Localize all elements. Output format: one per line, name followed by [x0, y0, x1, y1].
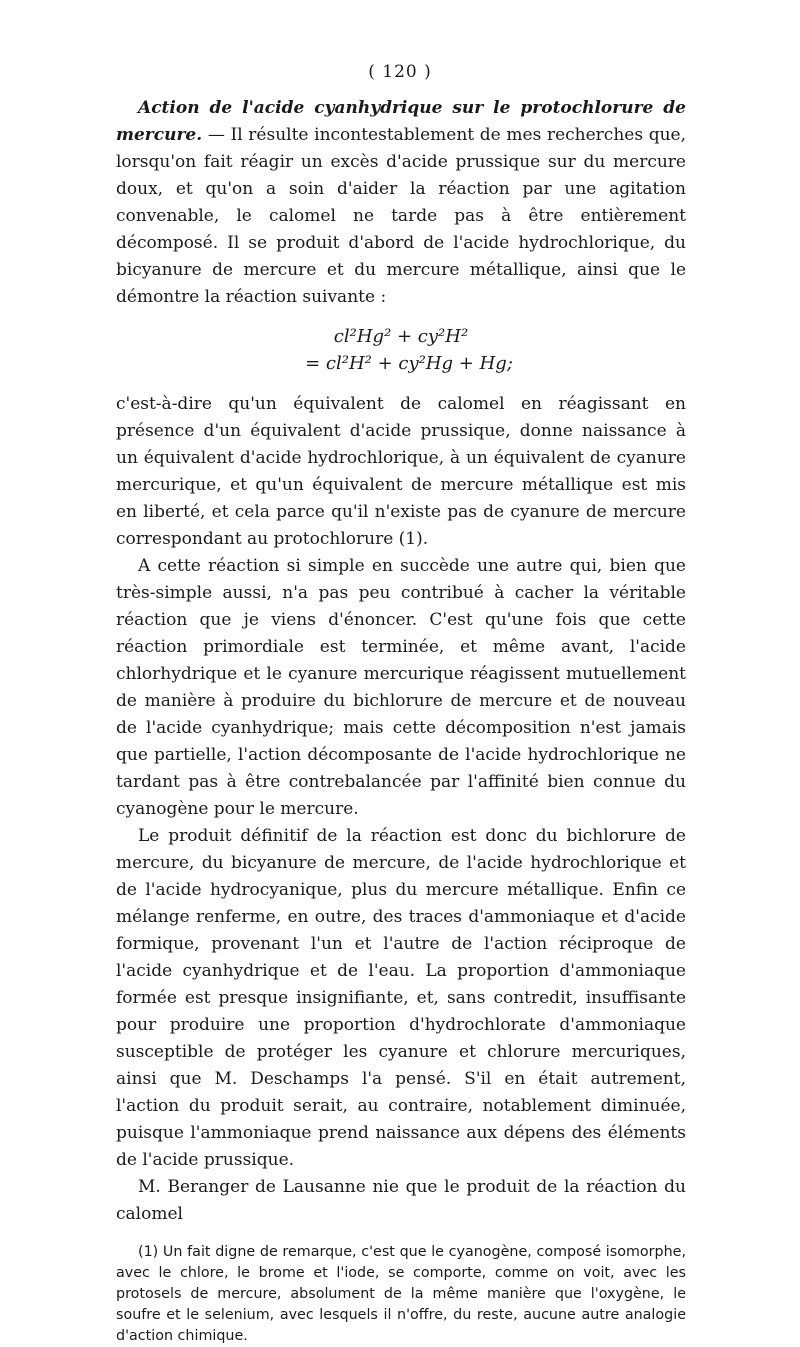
- footnote: (1) Un fait digne de remarque, c'est que le cyanogène, composé isomorphe, avec le chlore, le brome et l'iode, se comporte, comme on voit, avec les protosels de mercure, absolument de la même manière que l'oxygène, le soufre et le selenium, avec lesquels il n'offre, du reste, aucune autre analogie d'action chimique.: [116, 1244, 686, 1344]
- section-heading: Action de l'acide cyanhydrique sur le protochlorure de mercure.: [116, 98, 686, 145]
- page-number: ( 120 ): [368, 62, 432, 82]
- paragraph-1-text: — Il résulte incontestablement de mes recherches que, lorsqu'on fait réagir un excès d'acide prussique sur du mercure doux, et qu'on a soin d'aider la réaction par une agitation convenable, le calomel ne tarde pas à être entièrement décomposé. Il se produit d'abord de l'acide hydrochlorique, du bicyanure de mercure et du mercure métallique, ainsi que le démontre la réaction suivante :: [116, 125, 686, 307]
- formula-line-1: cl²Hg² + cy²H²: [333, 326, 469, 347]
- paragraph-1: [116, 95, 686, 311]
- paragraph-2: c'est-à-dire qu'un équivalent de calomel en réagissant en présence d'un équivalent d'acide prussique, donne naissance à un équivalent d'acide hydrochlorique, à un équivalent de cyanure mercurique, et qu'un équivalent de mercure métallique est mis en liberté, et cela parce qu'il n'existe pas de cyanure de mercure correspondant au protochlorure (1).: [116, 394, 686, 549]
- formula-line-2: = cl²H² + cy²Hg + Hg;: [305, 353, 513, 374]
- chemical-formula: [116, 323, 686, 377]
- paragraph-3: A cette réaction si simple en succède une autre qui, bien que très-simple aussi, n'a pas peu contribué à cacher la véritable réaction que je viens d'énoncer. C'est qu'une fois que cette réaction primordiale est terminée, et même avant, l'acide chlorhydrique et le cyanure mercurique réagissent mutuellement de manière à produire du bichlorure de mercure et de nouveau de l'acide cyanhydrique; mais cette décomposition n'est jamais que partielle, l'action décomposante de l'acide hydrochlorique ne tardant pas à être contrebalancée par l'affinité bien connue du cyanogène pour le mercure.: [116, 556, 686, 819]
- page-body: [116, 95, 686, 1347]
- paragraph-4: Le produit définitif de la réaction est donc du bichlorure de mercure, du bicyanure de mercure, de l'acide hydrochlorique et de l'acide hydrocyanique, plus du mercure métallique. Enfin ce mélange renferme, en outre, des traces d'ammoniaque et d'acide formique, provenant l'un et l'autre de l'action réciproque de l'acide cyanhydrique et de l'eau. La proportion d'ammoniaque formée est presque insignifiante, et, sans contredit, insuffisante pour produire une proportion d'hydrochlorate d'ammoniaque susceptible de protéger les cyanure et chlorure mercuriques, ainsi que M. Deschamps l'a pensé. S'il en était autrement, l'action du produit serait, au contraire, notablement diminuée, puisque l'ammoniaque prend naissance aux dépens des éléments de l'acide prussique.: [116, 826, 686, 1170]
- paragraph-5: M. Beranger de Lausanne nie que le produit de la réaction du calomel: [116, 1177, 686, 1224]
